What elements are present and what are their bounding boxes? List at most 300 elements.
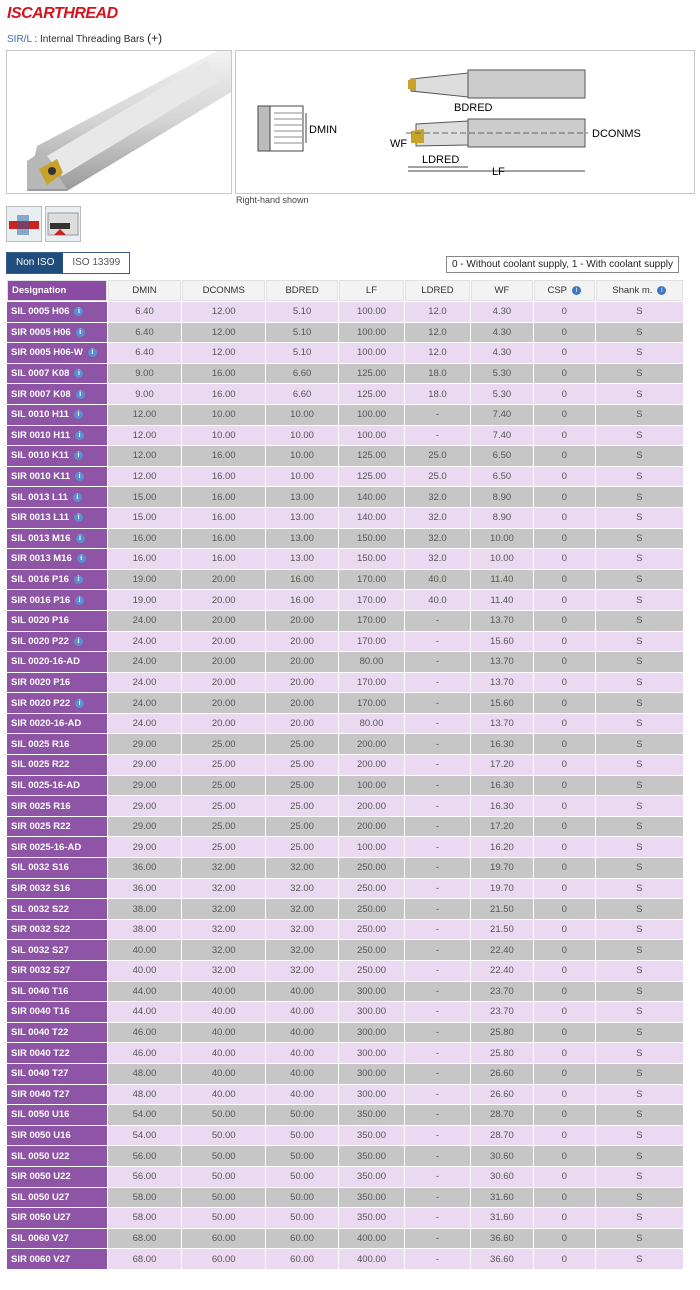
designation-label[interactable]: SIR 0032 S27 xyxy=(11,965,71,977)
dconms-cell: 20.00 xyxy=(182,693,265,713)
designation-label[interactable]: SIL 0025 R16 xyxy=(11,738,70,750)
lf-cell: 140.00 xyxy=(339,508,404,528)
dmin-cell: 12.00 xyxy=(108,405,182,425)
designation-cell[interactable] xyxy=(7,940,107,960)
bdred-cell: 25.00 xyxy=(266,734,338,754)
lf-cell: 350.00 xyxy=(339,1188,404,1208)
dmin-cell: 15.00 xyxy=(108,508,182,528)
csp-cell: 0 xyxy=(534,487,595,507)
info-icon[interactable]: i xyxy=(74,307,83,316)
shank-cell: S xyxy=(596,1208,683,1228)
table-row[interactable] xyxy=(7,529,683,549)
wf-cell: 15.60 xyxy=(471,632,533,652)
dconms-cell: 20.00 xyxy=(182,652,265,672)
table-row[interactable] xyxy=(7,734,683,754)
ldred-cell: - xyxy=(405,1002,470,1022)
table-row[interactable] xyxy=(7,1167,683,1187)
designation-cell[interactable] xyxy=(7,384,107,404)
table-row[interactable] xyxy=(7,673,683,693)
ldred-cell: - xyxy=(405,1105,470,1125)
table-row[interactable] xyxy=(7,1064,683,1084)
dconms-cell: 12.00 xyxy=(182,343,265,363)
table-row[interactable] xyxy=(7,1085,683,1105)
ldred-cell: - xyxy=(405,776,470,796)
designation-cell[interactable] xyxy=(7,920,107,940)
designation-cell[interactable] xyxy=(7,879,107,899)
csp-cell: 0 xyxy=(534,323,595,343)
designation-label[interactable]: SIL 0032 S16 xyxy=(11,862,69,874)
col-dconms[interactable]: DCONMS xyxy=(182,280,265,301)
designation-cell[interactable] xyxy=(7,673,107,693)
table-row[interactable] xyxy=(7,1146,683,1166)
info-icon[interactable]: i xyxy=(88,348,97,357)
designation-label[interactable]: SIL 0007 K08 xyxy=(11,368,70,380)
info-icon[interactable]: i xyxy=(76,328,85,337)
info-icon[interactable]: i xyxy=(74,369,83,378)
csp-cell: 0 xyxy=(534,1085,595,1105)
brand-logo xyxy=(7,5,118,23)
table-row[interactable] xyxy=(7,652,683,672)
designation-label[interactable]: SIR 0050 U27 xyxy=(11,1212,71,1224)
ldred-cell: - xyxy=(405,1023,470,1043)
info-icon[interactable]: i xyxy=(75,596,84,605)
designation-label[interactable]: SIR 0025 R16 xyxy=(11,800,71,812)
info-icon[interactable]: i xyxy=(572,286,581,295)
table-row[interactable] xyxy=(7,487,683,507)
bdred-cell: 50.00 xyxy=(266,1167,338,1187)
lf-cell: 300.00 xyxy=(339,982,404,1002)
wf-cell: 11.40 xyxy=(471,590,533,610)
dconms-cell: 40.00 xyxy=(182,1002,265,1022)
designation-cell[interactable] xyxy=(7,837,107,857)
designation-label[interactable]: SIR 0020-16-AD xyxy=(11,718,82,730)
col-lf[interactable]: LF xyxy=(339,280,404,301)
bdred-cell: 50.00 xyxy=(266,1208,338,1228)
table-row[interactable] xyxy=(7,632,683,652)
thumbnail-1[interactable] xyxy=(6,206,42,242)
wf-cell: 31.60 xyxy=(471,1188,533,1208)
designation-label[interactable]: SIL 0013 L11 xyxy=(11,491,68,503)
designation-label[interactable]: SIL 0020 P22 xyxy=(11,635,69,647)
bdred-cell: 13.00 xyxy=(266,508,338,528)
shank-cell: S xyxy=(596,426,683,446)
table-row[interactable] xyxy=(7,590,683,610)
designation-cell[interactable] xyxy=(7,961,107,981)
bdred-cell: 50.00 xyxy=(266,1126,338,1146)
col-bdred[interactable]: BDRED xyxy=(266,280,338,301)
designation-label[interactable]: SIR 0040 T16 xyxy=(11,1006,70,1018)
bdred-cell: 16.00 xyxy=(266,570,338,590)
wf-cell: 5.30 xyxy=(471,384,533,404)
shank-cell: S xyxy=(596,899,683,919)
info-icon[interactable]: i xyxy=(73,493,82,502)
shank-cell: S xyxy=(596,796,683,816)
wf-cell: 26.60 xyxy=(471,1085,533,1105)
designation-cell[interactable] xyxy=(7,343,107,363)
dconms-cell: 16.00 xyxy=(182,549,265,569)
lf-cell: 250.00 xyxy=(339,920,404,940)
col-designation[interactable]: Designation xyxy=(7,280,107,301)
shank-cell: S xyxy=(596,1167,683,1187)
shank-cell: S xyxy=(596,1126,683,1146)
table-row[interactable] xyxy=(7,426,683,446)
designation-label[interactable]: SIR 0040 T27 xyxy=(11,1088,70,1100)
designation-cell[interactable] xyxy=(7,405,107,425)
table-row[interactable] xyxy=(7,755,683,775)
designation-cell[interactable] xyxy=(7,714,107,734)
shank-cell: S xyxy=(596,755,683,775)
table-row[interactable] xyxy=(7,384,683,404)
designation-cell[interactable] xyxy=(7,364,107,384)
wf-cell: 26.60 xyxy=(471,1064,533,1084)
dmin-cell: 44.00 xyxy=(108,1002,182,1022)
designation-cell[interactable] xyxy=(7,1023,107,1043)
designation-label[interactable]: SIR 0020 P22 xyxy=(11,697,71,709)
dmin-cell: 46.00 xyxy=(108,1043,182,1063)
info-icon[interactable]: i xyxy=(74,451,83,460)
table-row[interactable] xyxy=(7,1105,683,1125)
designation-label[interactable]: SIR 0032 S16 xyxy=(11,882,71,894)
wf-cell: 10.00 xyxy=(471,549,533,569)
designation-label[interactable]: SIR 0013 L11 xyxy=(11,512,70,524)
designation-cell[interactable] xyxy=(7,796,107,816)
table-row[interactable] xyxy=(7,1229,683,1249)
designation-label[interactable]: SIL 0025 R22 xyxy=(11,759,70,771)
designation-cell[interactable] xyxy=(7,1229,107,1249)
wf-cell: 23.70 xyxy=(471,982,533,1002)
designation-label[interactable]: SIL 0010 K11 xyxy=(11,450,69,462)
table-row[interactable] xyxy=(7,693,683,713)
table-row[interactable] xyxy=(7,817,683,837)
label-lf: LF xyxy=(492,166,505,178)
product-code: SIR/L xyxy=(7,34,32,45)
table-row[interactable] xyxy=(7,1126,683,1146)
designation-label[interactable]: SIL 0050 U27 xyxy=(11,1191,70,1203)
designation-label[interactable]: SIL 0060 V27 xyxy=(11,1233,69,1245)
wf-cell: 23.70 xyxy=(471,1002,533,1022)
table-row[interactable] xyxy=(7,879,683,899)
lf-cell: 250.00 xyxy=(339,879,404,899)
designation-label[interactable]: SIR 0013 M16 xyxy=(11,553,72,565)
bdred-cell: 13.00 xyxy=(266,549,338,569)
table-row[interactable] xyxy=(7,714,683,734)
designation-label[interactable]: SIR 0050 U22 xyxy=(11,1171,71,1183)
csp-cell: 0 xyxy=(534,755,595,775)
designation-label[interactable]: SIR 0010 H11 xyxy=(11,429,71,441)
designation-cell[interactable] xyxy=(7,734,107,754)
dmin-cell: 24.00 xyxy=(108,632,182,652)
designation-label[interactable]: SIL 0025-16-AD xyxy=(11,779,80,791)
dconms-cell: 40.00 xyxy=(182,1064,265,1084)
table-row[interactable] xyxy=(7,343,683,363)
bdred-cell: 10.00 xyxy=(266,467,338,487)
designation-label[interactable]: SIR 0005 H06 xyxy=(11,326,71,338)
table-row[interactable] xyxy=(7,1002,683,1022)
table-row[interactable] xyxy=(7,1043,683,1063)
table-row[interactable] xyxy=(7,549,683,569)
col-shank[interactable] xyxy=(596,280,683,301)
designation-cell[interactable] xyxy=(7,611,107,631)
table-row[interactable] xyxy=(7,776,683,796)
expand-button[interactable]: (+) xyxy=(147,31,163,45)
table-row[interactable] xyxy=(7,1249,683,1269)
shank-cell: S xyxy=(596,817,683,837)
designation-label[interactable]: SIL 0040 T22 xyxy=(11,1027,69,1039)
designation-cell[interactable] xyxy=(7,1208,107,1228)
designation-cell[interactable] xyxy=(7,755,107,775)
wf-cell: 17.20 xyxy=(471,755,533,775)
wf-cell: 16.30 xyxy=(471,776,533,796)
designation-cell[interactable] xyxy=(7,1167,107,1187)
designation-cell[interactable] xyxy=(7,1146,107,1166)
csp-cell: 0 xyxy=(534,632,595,652)
lf-cell: 100.00 xyxy=(339,323,404,343)
designation-label[interactable]: SIR 0016 P16 xyxy=(11,594,71,606)
designation-cell[interactable] xyxy=(7,1126,107,1146)
shank-cell: S xyxy=(596,961,683,981)
info-icon[interactable]: i xyxy=(75,472,84,481)
table-row[interactable] xyxy=(7,1188,683,1208)
lf-cell: 170.00 xyxy=(339,693,404,713)
designation-cell[interactable] xyxy=(7,652,107,672)
csp-cell: 0 xyxy=(534,817,595,837)
designation-cell[interactable] xyxy=(7,1105,107,1125)
shank-cell: S xyxy=(596,714,683,734)
designation-label[interactable]: SIR 0005 H06-W xyxy=(11,347,83,359)
designation-label[interactable]: SIL 0020-16-AD xyxy=(11,656,80,668)
info-icon[interactable]: i xyxy=(74,513,83,522)
col-dmin[interactable]: DMIN xyxy=(108,280,182,301)
dconms-cell: 25.00 xyxy=(182,734,265,754)
lf-cell: 80.00 xyxy=(339,652,404,672)
designation-cell[interactable] xyxy=(7,1043,107,1063)
designation-cell[interactable] xyxy=(7,426,107,446)
lf-cell: 300.00 xyxy=(339,1085,404,1105)
bdred-cell: 25.00 xyxy=(266,776,338,796)
table-row[interactable] xyxy=(7,323,683,343)
ldred-cell: - xyxy=(405,426,470,446)
designation-cell[interactable] xyxy=(7,590,107,610)
csp-cell: 0 xyxy=(534,796,595,816)
info-icon[interactable]: i xyxy=(76,534,85,543)
designation-cell[interactable] xyxy=(7,858,107,878)
designation-cell[interactable] xyxy=(7,467,107,487)
designation-label[interactable]: SIR 0025-16-AD xyxy=(11,841,82,853)
ldred-cell: - xyxy=(405,1043,470,1063)
col-ldred[interactable]: LDRED xyxy=(405,280,470,301)
bdred-cell: 32.00 xyxy=(266,920,338,940)
wf-cell: 13.70 xyxy=(471,673,533,693)
ldred-cell: - xyxy=(405,1188,470,1208)
table-row[interactable] xyxy=(7,940,683,960)
table-row[interactable] xyxy=(7,611,683,631)
ldred-cell: 18.0 xyxy=(405,384,470,404)
info-icon[interactable]: i xyxy=(75,431,84,440)
designation-label[interactable]: SIR 0060 V27 xyxy=(11,1253,71,1265)
designation-cell[interactable] xyxy=(7,1085,107,1105)
designation-cell[interactable] xyxy=(7,1249,107,1269)
designation-label[interactable]: SIL 0016 P16 xyxy=(11,574,69,586)
csp-cell: 0 xyxy=(534,879,595,899)
wf-cell: 31.60 xyxy=(471,1208,533,1228)
designation-cell[interactable] xyxy=(7,776,107,796)
designation-label[interactable]: SIL 0050 U22 xyxy=(11,1150,70,1162)
wf-cell: 19.70 xyxy=(471,879,533,899)
table-row[interactable] xyxy=(7,796,683,816)
table-row[interactable] xyxy=(7,446,683,466)
lf-cell: 100.00 xyxy=(339,343,404,363)
info-icon[interactable]: i xyxy=(75,699,84,708)
dmin-cell: 19.00 xyxy=(108,570,182,590)
wf-cell: 13.70 xyxy=(471,611,533,631)
info-icon[interactable]: i xyxy=(74,637,83,646)
table-row[interactable] xyxy=(7,302,683,322)
dmin-cell: 36.00 xyxy=(108,858,182,878)
table-row[interactable] xyxy=(7,570,683,590)
lf-cell: 125.00 xyxy=(339,467,404,487)
info-icon[interactable]: i xyxy=(657,286,666,295)
lf-cell: 400.00 xyxy=(339,1229,404,1249)
label-dconms: DCONMS xyxy=(592,128,641,140)
csp-cell: 0 xyxy=(534,1229,595,1249)
tab-non-iso[interactable]: Non ISO xyxy=(7,253,63,273)
table-row[interactable] xyxy=(7,467,683,487)
shank-cell: S xyxy=(596,343,683,363)
designation-cell[interactable] xyxy=(7,487,107,507)
csp-cell: 0 xyxy=(534,446,595,466)
dmin-cell: 40.00 xyxy=(108,940,182,960)
lf-cell: 100.00 xyxy=(339,405,404,425)
csp-cell: 0 xyxy=(534,837,595,857)
dmin-cell: 6.40 xyxy=(108,343,182,363)
info-icon[interactable]: i xyxy=(74,575,83,584)
designation-cell[interactable] xyxy=(7,693,107,713)
col-csp[interactable] xyxy=(534,280,595,301)
designation-label[interactable]: SIL 0010 H11 xyxy=(11,409,69,421)
wf-cell: 11.40 xyxy=(471,570,533,590)
table-row[interactable] xyxy=(7,858,683,878)
info-icon[interactable]: i xyxy=(77,554,86,563)
designation-label[interactable]: SIR 0020 P16 xyxy=(11,676,71,688)
dmin-cell: 38.00 xyxy=(108,899,182,919)
table-row[interactable] xyxy=(7,920,683,940)
lf-cell: 125.00 xyxy=(339,384,404,404)
label-wf: WF xyxy=(390,138,408,150)
info-icon[interactable]: i xyxy=(74,410,83,419)
designation-cell[interactable] xyxy=(7,1188,107,1208)
lf-cell: 350.00 xyxy=(339,1146,404,1166)
shank-cell: S xyxy=(596,652,683,672)
designation-cell[interactable] xyxy=(7,549,107,569)
designation-label[interactable]: SIL 0032 S27 xyxy=(11,944,69,956)
designation-cell[interactable] xyxy=(7,632,107,652)
designation-label[interactable]: SIL 0040 T16 xyxy=(11,985,69,997)
designation-label[interactable]: SIL 0020 P16 xyxy=(11,615,69,627)
designation-label[interactable]: SIR 0032 S22 xyxy=(11,924,71,936)
designation-cell[interactable] xyxy=(7,899,107,919)
designation-cell[interactable] xyxy=(7,323,107,343)
image-caption: Right-hand shown xyxy=(236,195,309,205)
table-row[interactable] xyxy=(7,1208,683,1228)
ldred-cell: 32.0 xyxy=(405,487,470,507)
ldred-cell: 25.0 xyxy=(405,446,470,466)
ldred-cell: - xyxy=(405,920,470,940)
table-row[interactable] xyxy=(7,899,683,919)
thumbnail-2[interactable] xyxy=(45,206,81,242)
label-ldred: LDRED xyxy=(422,154,460,166)
designation-cell[interactable] xyxy=(7,817,107,837)
wf-cell: 6.50 xyxy=(471,446,533,466)
csp-cell: 0 xyxy=(534,529,595,549)
designation-cell[interactable] xyxy=(7,508,107,528)
dconms-cell: 16.00 xyxy=(182,508,265,528)
designation-cell[interactable] xyxy=(7,1064,107,1084)
designation-cell[interactable] xyxy=(7,446,107,466)
csp-cell: 0 xyxy=(534,961,595,981)
info-icon[interactable]: i xyxy=(76,390,85,399)
designation-cell[interactable] xyxy=(7,1002,107,1022)
designation-label[interactable]: SIL 0013 M16 xyxy=(11,532,71,544)
designation-label[interactable]: SIL 0005 H06 xyxy=(11,306,70,318)
table-row[interactable] xyxy=(7,405,683,425)
bdred-cell: 6.60 xyxy=(266,384,338,404)
wf-cell: 17.20 xyxy=(471,817,533,837)
table-row[interactable] xyxy=(7,508,683,528)
lf-cell: 250.00 xyxy=(339,961,404,981)
dconms-cell: 32.00 xyxy=(182,858,265,878)
bdred-cell: 25.00 xyxy=(266,755,338,775)
designation-label[interactable]: SIR 0050 U16 xyxy=(11,1130,71,1142)
dconms-cell: 25.00 xyxy=(182,755,265,775)
designation-label[interactable]: SIR 0040 T22 xyxy=(11,1047,70,1059)
tab-iso-13399[interactable]: ISO 13399 xyxy=(63,253,129,273)
bdred-cell: 50.00 xyxy=(266,1105,338,1125)
dconms-cell: 12.00 xyxy=(182,302,265,322)
dmin-cell: 58.00 xyxy=(108,1208,182,1228)
product-photo xyxy=(6,50,232,194)
designation-label[interactable]: SIL 0050 U16 xyxy=(11,1109,70,1121)
bdred-cell: 10.00 xyxy=(266,426,338,446)
table-row[interactable] xyxy=(7,982,683,1002)
lf-cell: 170.00 xyxy=(339,632,404,652)
bdred-cell: 40.00 xyxy=(266,1064,338,1084)
designation-label[interactable]: SIR 0010 K11 xyxy=(11,471,71,483)
wf-cell: 28.70 xyxy=(471,1126,533,1146)
table-row[interactable] xyxy=(7,364,683,384)
csp-cell: 0 xyxy=(534,673,595,693)
designation-label[interactable]: SIR 0025 R22 xyxy=(11,821,71,833)
brand-thread: THREAD xyxy=(54,5,118,22)
csp-cell: 0 xyxy=(534,982,595,1002)
designation-cell[interactable] xyxy=(7,302,107,322)
ldred-cell: - xyxy=(405,899,470,919)
dmin-cell: 24.00 xyxy=(108,714,182,734)
table-row[interactable] xyxy=(7,837,683,857)
col-wf[interactable]: WF xyxy=(471,280,533,301)
table-row[interactable] xyxy=(7,961,683,981)
designation-label[interactable]: SIL 0040 T27 xyxy=(11,1068,69,1080)
designation-cell[interactable] xyxy=(7,982,107,1002)
bdred-cell: 5.10 xyxy=(266,302,338,322)
table-row[interactable] xyxy=(7,1023,683,1043)
designation-label[interactable]: SIR 0007 K08 xyxy=(11,388,71,400)
designation-cell[interactable] xyxy=(7,570,107,590)
designation-cell[interactable] xyxy=(7,529,107,549)
bdred-cell: 32.00 xyxy=(266,858,338,878)
shank-cell: S xyxy=(596,323,683,343)
designation-label[interactable]: SIL 0032 S22 xyxy=(11,903,69,915)
wf-cell: 19.70 xyxy=(471,858,533,878)
